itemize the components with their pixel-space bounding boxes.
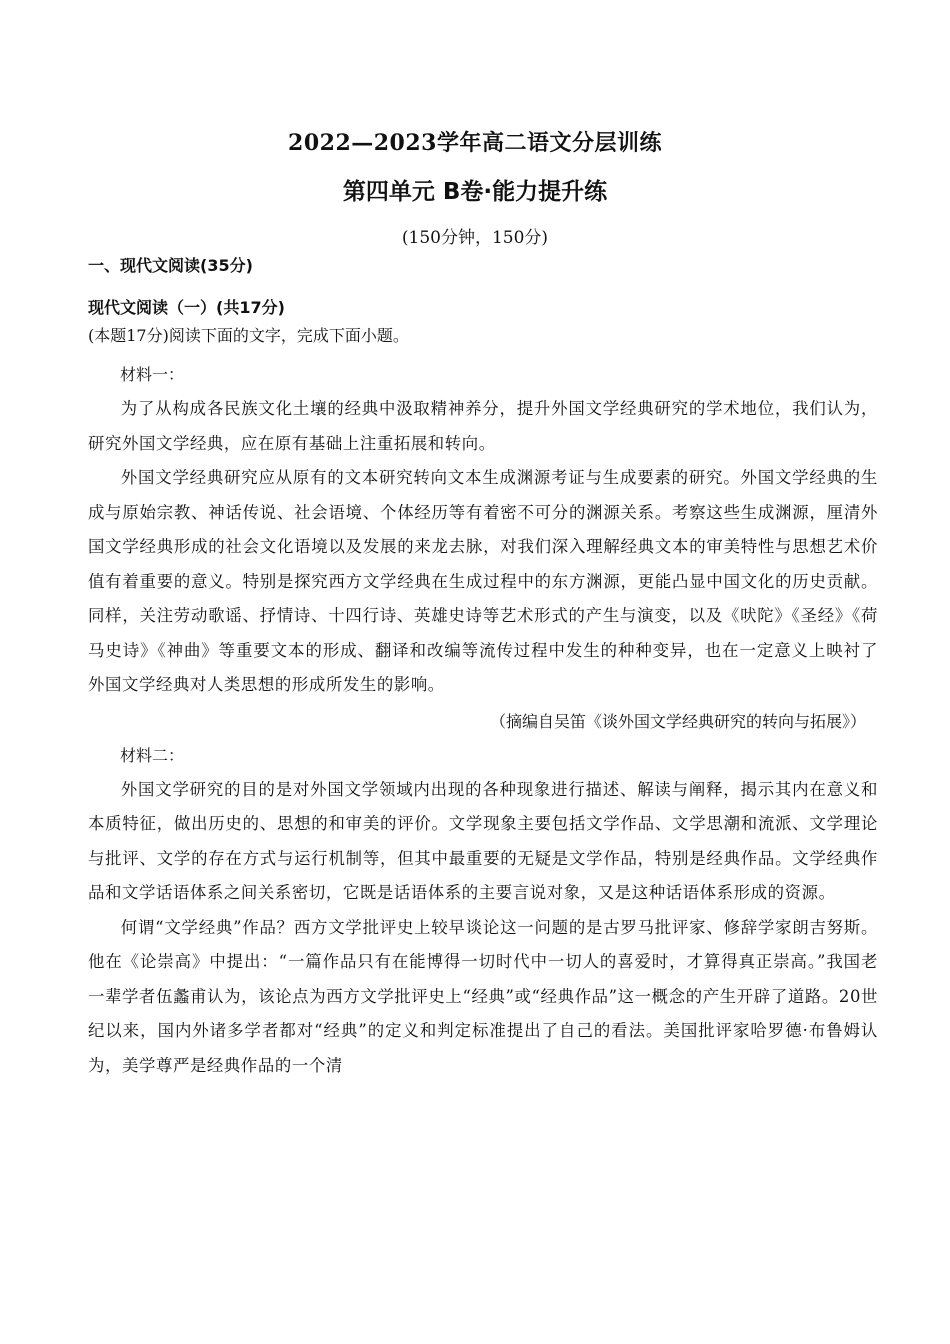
material-paragraph: 外国文学经典研究应从原有的文本研究转向文本生成渊源考证与生成要素的研究。外国文学经典的生成与原始宗教、神话传说、社会语境、个体经历等有着密不可分的渊源关系。考察这些生成渊源，厘清外国文学经典形成的社会文化语境以及发展的来龙去脉，对我们深入理解经典文本的审美特性与思想艺术价值有着重要的意义。特别是探究西方文学经典在生成过程中的东方渊源，更能凸显中国文化的历史贡献。同样，关注劳动歌谣、抒情诗、十四行诗、英雄史诗等艺术形式的产生与演变，以及《吠陀》《圣经》《荷马史诗》《神曲》等重要文本的形成、翻译和改编等流传过程中发生的种种变异，也在一定意义上映衬了外国文学经典对人类思想的形成所发生的影响。 bbox=[88, 468, 878, 694]
question-instruction: (本题17分)阅读下面的文字，完成下面小题。 bbox=[88, 326, 409, 345]
material-label: 材料二： bbox=[120, 745, 185, 765]
material-paragraph: 何谓“文学经典”作品？西方文学批评史上较早谈论这一问题的是古罗马批评家、修辞学家朗吉努斯。他在《论崇高》中提出：“一篇作品只有在能博得一切时代中一切人的喜爱时，才算得真正崇高。”我国老一辈学者伍蠡甫认为，该论点为西方文学批评史上“经典”或“经典作品”这一概念的产生开辟了道路。20世纪以来，国内外诸多学者都对“经典”的定义和判定标准提出了自己的看法。美国批评家哈罗德·布鲁姆认为，美学尊严是经典作品的一个清 bbox=[88, 917, 878, 1075]
document-subtitle: 第四单元 B卷·能力提升练 bbox=[342, 179, 608, 205]
subsection-heading: 现代文阅读（一）(共17分) bbox=[88, 298, 285, 317]
document-body bbox=[88, 254, 878, 1083]
exam-meta: (150分钟，150分) bbox=[401, 228, 549, 248]
material-label: 材料一： bbox=[120, 365, 185, 384]
section-heading: 一、现代文阅读(35分) bbox=[88, 256, 253, 275]
material-source: （摘编自吴笛《谈外国文学经典研究的转向与拓展》） bbox=[489, 711, 866, 731]
material-paragraph: 为了从构成各民族文化土壤的经典中汲取精神养分，提升外国文学经典研究的学术地位，我们认为，研究外国文学经典，应在原有基础上注重拓展和转向。 bbox=[88, 399, 878, 453]
material-paragraph: 外国文学研究的目的是对外国文学领域内出现的各种现象进行描述、解读与阐释，揭示其内在意义和本质特征，做出历史的、思想的和审美的评价。文学现象主要包括文学作品、文学思潮和流派、文学理论与批评、文学的存在方式与运行机制等，但其中最重要的无疑是文学作品，特别是经典作品。文学经典作品和文学话语体系之间关系密切，它既是话语体系的主要言说对象，又是这种话语体系形成的资源。 bbox=[88, 779, 878, 902]
document-title: 2022—2023学年高二语文分层训练 bbox=[288, 130, 662, 156]
